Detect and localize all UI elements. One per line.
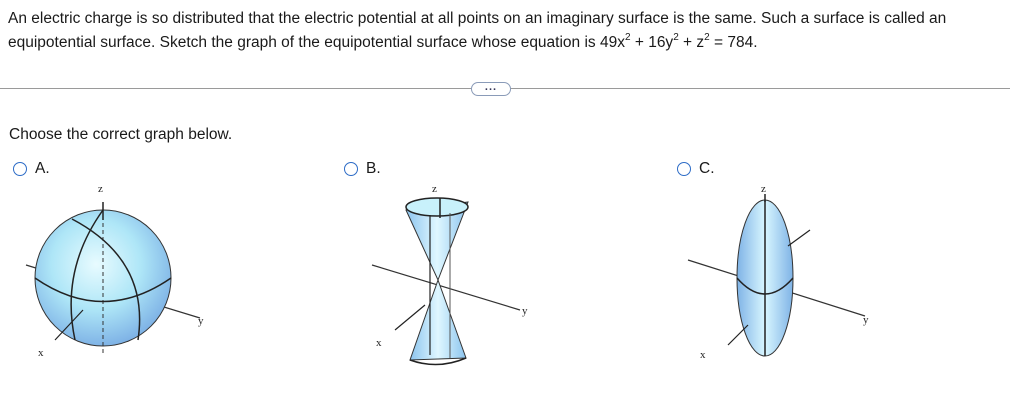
graph-c-ellipsoid[interactable]	[680, 180, 890, 370]
option-a-radio[interactable]	[13, 162, 27, 176]
option-b[interactable]	[344, 160, 381, 178]
graph-a-x-label: x	[38, 347, 44, 359]
graph-c-x-axis	[728, 325, 748, 345]
graph-b-z-label: z	[432, 183, 437, 195]
option-b-radio[interactable]	[344, 162, 358, 176]
graph-c-x-label: x	[700, 349, 706, 361]
option-b-label: B.	[366, 160, 381, 177]
graph-c-y-label: y	[863, 314, 869, 326]
graph-c-z-label: z	[761, 183, 766, 195]
answer-prompt: Choose the correct graph below.	[9, 126, 233, 143]
option-c-label: C.	[699, 160, 715, 177]
graph-b-double-cone[interactable]	[360, 180, 560, 370]
option-a[interactable]	[13, 160, 50, 178]
expand-more-button[interactable]: ...	[471, 82, 511, 96]
question-text	[8, 7, 1003, 55]
graph-b-lower-nappe	[410, 280, 466, 360]
graph-a-sphere[interactable]	[20, 180, 220, 370]
option-a-label: A.	[35, 160, 50, 177]
graph-a-z-label: z	[98, 183, 103, 195]
graph-b-x-axis	[395, 305, 425, 330]
graph-b-x-label: x	[376, 337, 382, 349]
question-line-1: An electric charge is so distributed that the electric potential at all points on an imaginary surface is the same. Such a surface is called an	[8, 10, 947, 27]
graph-b-y-label: y	[522, 305, 528, 317]
graph-a-y-label: y	[198, 315, 204, 327]
option-c-radio[interactable]	[677, 162, 691, 176]
option-c[interactable]	[677, 160, 715, 178]
question-line-2: equipotential surface. Sketch the graph of the equipotential surface whose equation is $49x^2 + 16y^2 + z^2 = 784$.	[8, 31, 758, 51]
